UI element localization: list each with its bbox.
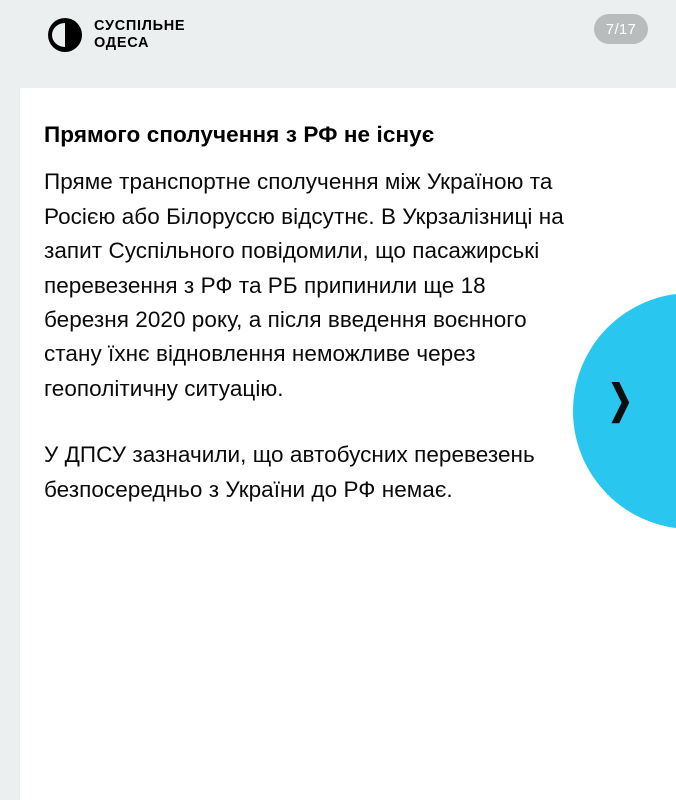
article-paragraph: У ДПСУ зазначили, що автобусних перевезень безпосередньо з України до РФ немає.	[44, 442, 535, 502]
brand-name-line1: СУСПІЛЬНЕ	[94, 18, 186, 34]
suspilne-logo-icon	[48, 18, 82, 52]
article-paragraph: Пряме транспортне сполучення між Україною та Росією або Білоруссю відсутнє. В Укрзалізниці на запит Суспільного повідомили, що пасажирські перевезення з РФ та РБ припинили ще 18 березня 2020 року, а після введення воєнного стану їхнє відновлення неможливе через геополітичну ситуацію.	[44, 169, 564, 401]
article-body	[44, 120, 564, 507]
chevron-right-icon[interactable]: ❯	[607, 378, 633, 422]
page-title: Прямого сполучення з РФ не існує	[44, 122, 435, 147]
brand-name	[94, 18, 185, 52]
brand-name-line2: ОДЕСА	[94, 35, 150, 52]
left-gutter	[0, 0, 20, 800]
brand-logo	[48, 18, 185, 52]
slide-counter-badge: 7/17	[594, 14, 648, 44]
card-header	[20, 0, 676, 88]
